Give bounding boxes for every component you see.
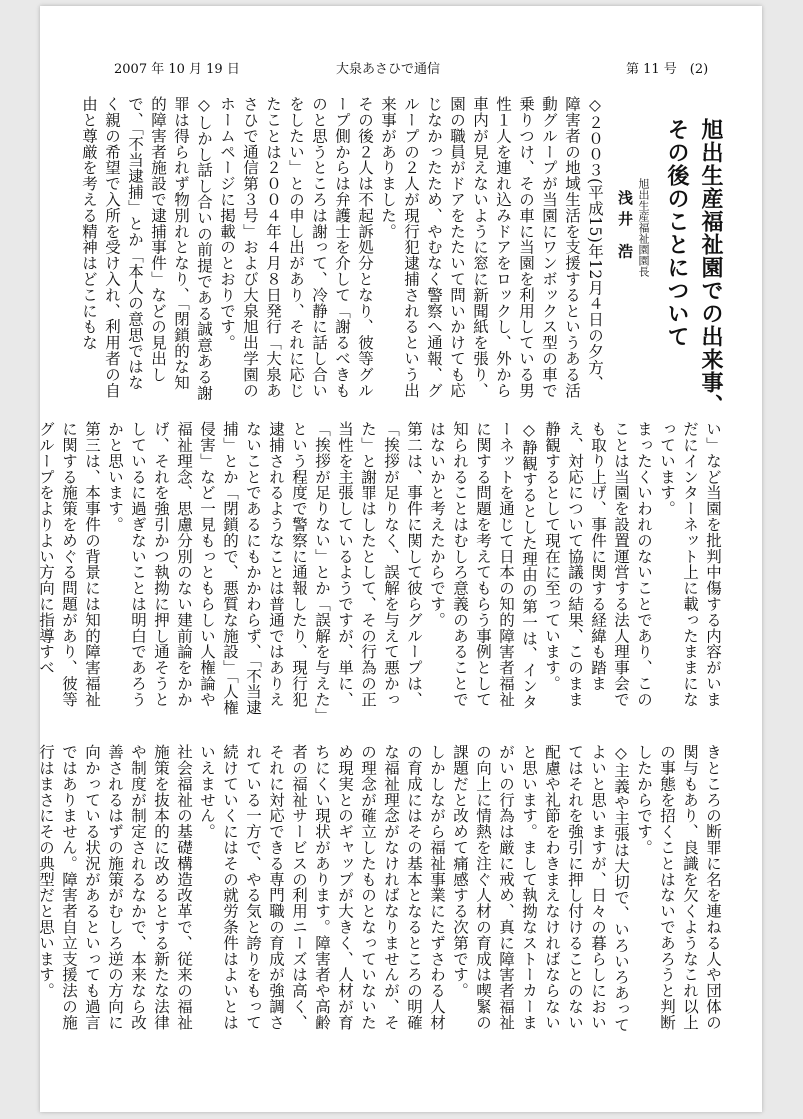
title-line-2: その後のことについて <box>664 118 690 348</box>
paragraph: しかしながら福祉事業にたずさわる人材の育成にはその基本となるところの明確な福祉理念がなければなりませんが、その理念が確立したものとなっていないため現実とのギャップが大きく、人材が育ちにくい現状があります。障害者や高齢者の福祉サービスの利用ニーズは高く、それに対応できる専門職の育成が強調されている一方で、やる気と誇りをもって続けていくにはその就労条件はよいとはいえません。 <box>198 744 446 1031</box>
page-header <box>40 58 762 80</box>
paragraph: ◇２００３(平成15)年12月４日の夕方、障害者の地域生活を支援するというある活動グループが当園にワンボックス型の車で乗りつけ、その車に当園を利用している男性１人を連れ込みドアをロックし、外から車内が見えないように窓に新聞紙を張り、園の職員がドアをたたいて問いかけても応じなかったため、やむなく警察へ通報、グループの２人が現行犯逮捕されるという出来事がありました。 <box>379 96 604 399</box>
author-byline <box>616 178 652 408</box>
paragraph: ◇しかし話し合いの前提である誠意ある謝罪は得られず物別れとなり、「閉鎖的な知的障害者施設で逮捕事件」などの見出しで、「不当逮捕」とか「本人の意思ではなく親の希望で入所を受け入れ、利用者の自由と尊厳を考える精神はどこにもな <box>80 96 213 401</box>
body-tier-2 <box>37 421 724 719</box>
author-role: 旭出生産福祉園園長 <box>637 178 650 277</box>
issue-date: 2007 年 10 月 19 日 <box>114 62 240 77</box>
article-title <box>654 118 728 418</box>
body-tier-3 <box>37 744 724 1044</box>
body-tier-1 <box>80 96 606 406</box>
title-line-1: 旭出生産福祉園での出来事、 <box>698 118 724 417</box>
newsletter-name: 大泉あさひで通信 <box>336 62 441 77</box>
paragraph: まったくいわれのないことであり、このことは当園を設置運営する法人理事会でも取り上げ、事件に関する経緯も踏まえ、対応について協議の結果、このまま静観するとして現在に至っています。 <box>543 421 653 708</box>
paragraph: 社会福祉の基礎構造改革で、従来の福祉施策を抜本的に改めるとする新たな法律や制度が制定されるなかで、本来なら改善されるはずの施策がむしろ逆の方向に向かっている状況があるといっても過言ではありません。障害者自立支援法の施行はまさにその典型だと思います。 <box>37 744 193 1031</box>
paragraph: ◇主義や主張は大切で、いろいろあってよいと思いますが、日々の暮らしにおいてはそれを強引に押し付けることのない配慮や礼節をわきまえなければならないと思います。まして執拗なストーカーまがいの行為は厳に戒め、真に障害者福祉の向上に情熱を注ぐ人材の育成は喫緊の課題だと改めて痛感する次第です。 <box>451 744 630 1033</box>
paragraph: その後２人は不起訴処分となり、彼等グループ側からは弁護士を介して「謝るべきものと思うところは謝って、冷静に話し合いをしたい」との申し出があり、それに応じたことは２００４年４月８日発行「大泉あさひで通信第３号」および大泉旭出学園のホームページに掲載のとおりです。 <box>218 96 374 399</box>
author-name: 浅井 浩 <box>616 190 634 265</box>
paragraph: ◇静観するとした理由の第一は、インターネットを通じて日本の知的障害者福祉に関する問題を考えてもらう事例として知られることはむしろ意義のあることではないかと考えたからです。 <box>428 421 538 710</box>
issue-number: 第 11 号 (2) <box>626 62 709 77</box>
newsletter-page <box>37 6 762 1112</box>
paragraph: きところの断罪に名を連ねる人や団体の関与もあり、良識を欠くようなこれ以上の事態を招くことはないであろうと判断したからです。 <box>635 744 722 1031</box>
paragraph: 第二は、事件に関して彼らグループは、「挨拶が足りなく、誤解を与えて悪かった」と謝罪はしたとして、その行為の正当性を主張しているようですが、単に、「挨拶が足りない」とか「誤解を与えた」という程度で警察に通報したり、現行犯逮捕されるようなことは普通ではありえないことであるにもかかわらず、「不当逮捕」とか「閉鎖的で、悪質な施設」「人権侵害」など一見もっともらしい人権論や福祉理念、思慮分別のない建前論をかかげ、それを強引かつ執拗に押し通そうとしているに過ぎないことは明白であろうかと思います。 <box>106 421 423 716</box>
paragraph: 第三は、本事件の背景には知的障害福祉に関する施策をめぐる問題があり、彼等グループをよりよい方向に指導すべ <box>37 421 101 708</box>
paragraph: い」など当園を批判中傷する内容がいまだにインターネット上に載ったままになっています。 <box>658 421 722 708</box>
